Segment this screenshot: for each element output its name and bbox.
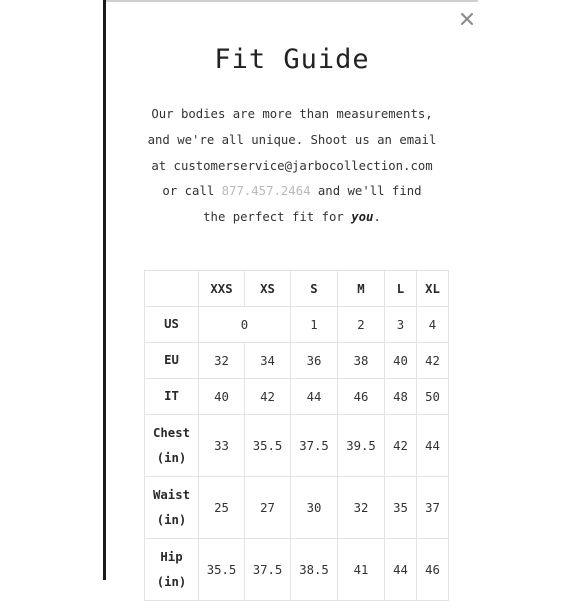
table-cell: 37.5 <box>291 415 338 477</box>
phone-link[interactable]: 877.457.2464 <box>221 184 311 199</box>
row-label-us: US <box>145 307 199 343</box>
table-cell: 35.5 <box>199 539 245 601</box>
table-row <box>145 307 449 343</box>
intro-line: and we're all unique. Shoot us an email <box>147 132 437 147</box>
table-cell: 42 <box>385 415 417 477</box>
table-cell: 27 <box>245 477 291 539</box>
table-cell: 0 <box>199 307 291 343</box>
modal-title: Fit Guide <box>214 44 370 75</box>
table-row <box>145 477 449 539</box>
table-corner-cell <box>145 271 199 307</box>
table-row <box>145 415 449 477</box>
table-cell: 34 <box>245 343 291 379</box>
table-cell: 25 <box>199 477 245 539</box>
table-cell: 37 <box>417 477 449 539</box>
table-header-row <box>145 271 449 307</box>
table-cell: 3 <box>385 307 417 343</box>
intro-text <box>106 102 478 231</box>
intro-text-fragment: the perfect fit for <box>203 210 352 225</box>
table-cell: 40 <box>199 379 245 415</box>
size-header: S <box>291 271 338 307</box>
row-label-unit: (in) <box>156 574 187 589</box>
row-label-eu: EU <box>145 343 199 379</box>
row-label-unit: (in) <box>156 512 187 527</box>
fit-guide-modal <box>106 0 478 589</box>
intro-text-fragment: and we'll find <box>310 184 422 199</box>
table-cell: 41 <box>338 539 385 601</box>
size-header: XS <box>245 271 291 307</box>
size-header: XXS <box>199 271 245 307</box>
table-cell: 46 <box>417 539 449 601</box>
intro-line: Our bodies are more than measurements, <box>151 107 433 121</box>
table-cell: 42 <box>417 343 449 379</box>
table-cell: 35 <box>385 477 417 539</box>
intro-line <box>106 179 478 205</box>
table-row <box>145 379 449 415</box>
table-cell: 36 <box>291 343 338 379</box>
table-cell: 44 <box>385 539 417 601</box>
row-label-line: Waist <box>152 487 191 502</box>
table-cell: 48 <box>385 379 417 415</box>
emphasis-you: you <box>351 210 374 225</box>
table-cell: 38.5 <box>291 539 338 601</box>
table-cell: 37.5 <box>245 539 291 601</box>
backdrop-left <box>0 0 103 580</box>
row-label-line: Chest <box>152 425 191 440</box>
table-cell: 30 <box>291 477 338 539</box>
intro-line <box>106 205 478 231</box>
table-cell: 40 <box>385 343 417 379</box>
table-cell: 1 <box>291 307 338 343</box>
table-cell: 46 <box>338 379 385 415</box>
row-label-line: Hip <box>160 549 183 564</box>
backdrop-right <box>478 0 580 580</box>
table-cell: 35.5 <box>245 415 291 477</box>
row-label-chest <box>145 415 199 477</box>
table-cell: 42 <box>245 379 291 415</box>
intro-text-fragment: . <box>373 210 381 225</box>
size-header: XL <box>417 271 449 307</box>
row-label-waist <box>145 477 199 539</box>
table-cell: 38 <box>338 343 385 379</box>
row-label-hip <box>145 539 199 601</box>
table-cell: 32 <box>338 477 385 539</box>
size-chart-table <box>144 270 449 601</box>
table-cell: 44 <box>417 415 449 477</box>
intro-text-fragment: at customerservice@jarbocollection.com <box>151 158 433 173</box>
intro-text-fragment: or call <box>162 184 222 199</box>
table-cell: 44 <box>291 379 338 415</box>
table-cell: 4 <box>417 307 449 343</box>
size-header: M <box>338 271 385 307</box>
table-row <box>145 539 449 601</box>
table-cell: 33 <box>199 415 245 477</box>
table-cell: 2 <box>338 307 385 343</box>
table-row <box>145 343 449 379</box>
row-label-unit: (in) <box>156 450 187 465</box>
table-cell: 50 <box>417 379 449 415</box>
table-cell: 32 <box>199 343 245 379</box>
table-cell: 39.5 <box>338 415 385 477</box>
intro-line <box>106 154 478 180</box>
size-header: L <box>385 271 417 307</box>
row-label-it: IT <box>145 379 199 415</box>
